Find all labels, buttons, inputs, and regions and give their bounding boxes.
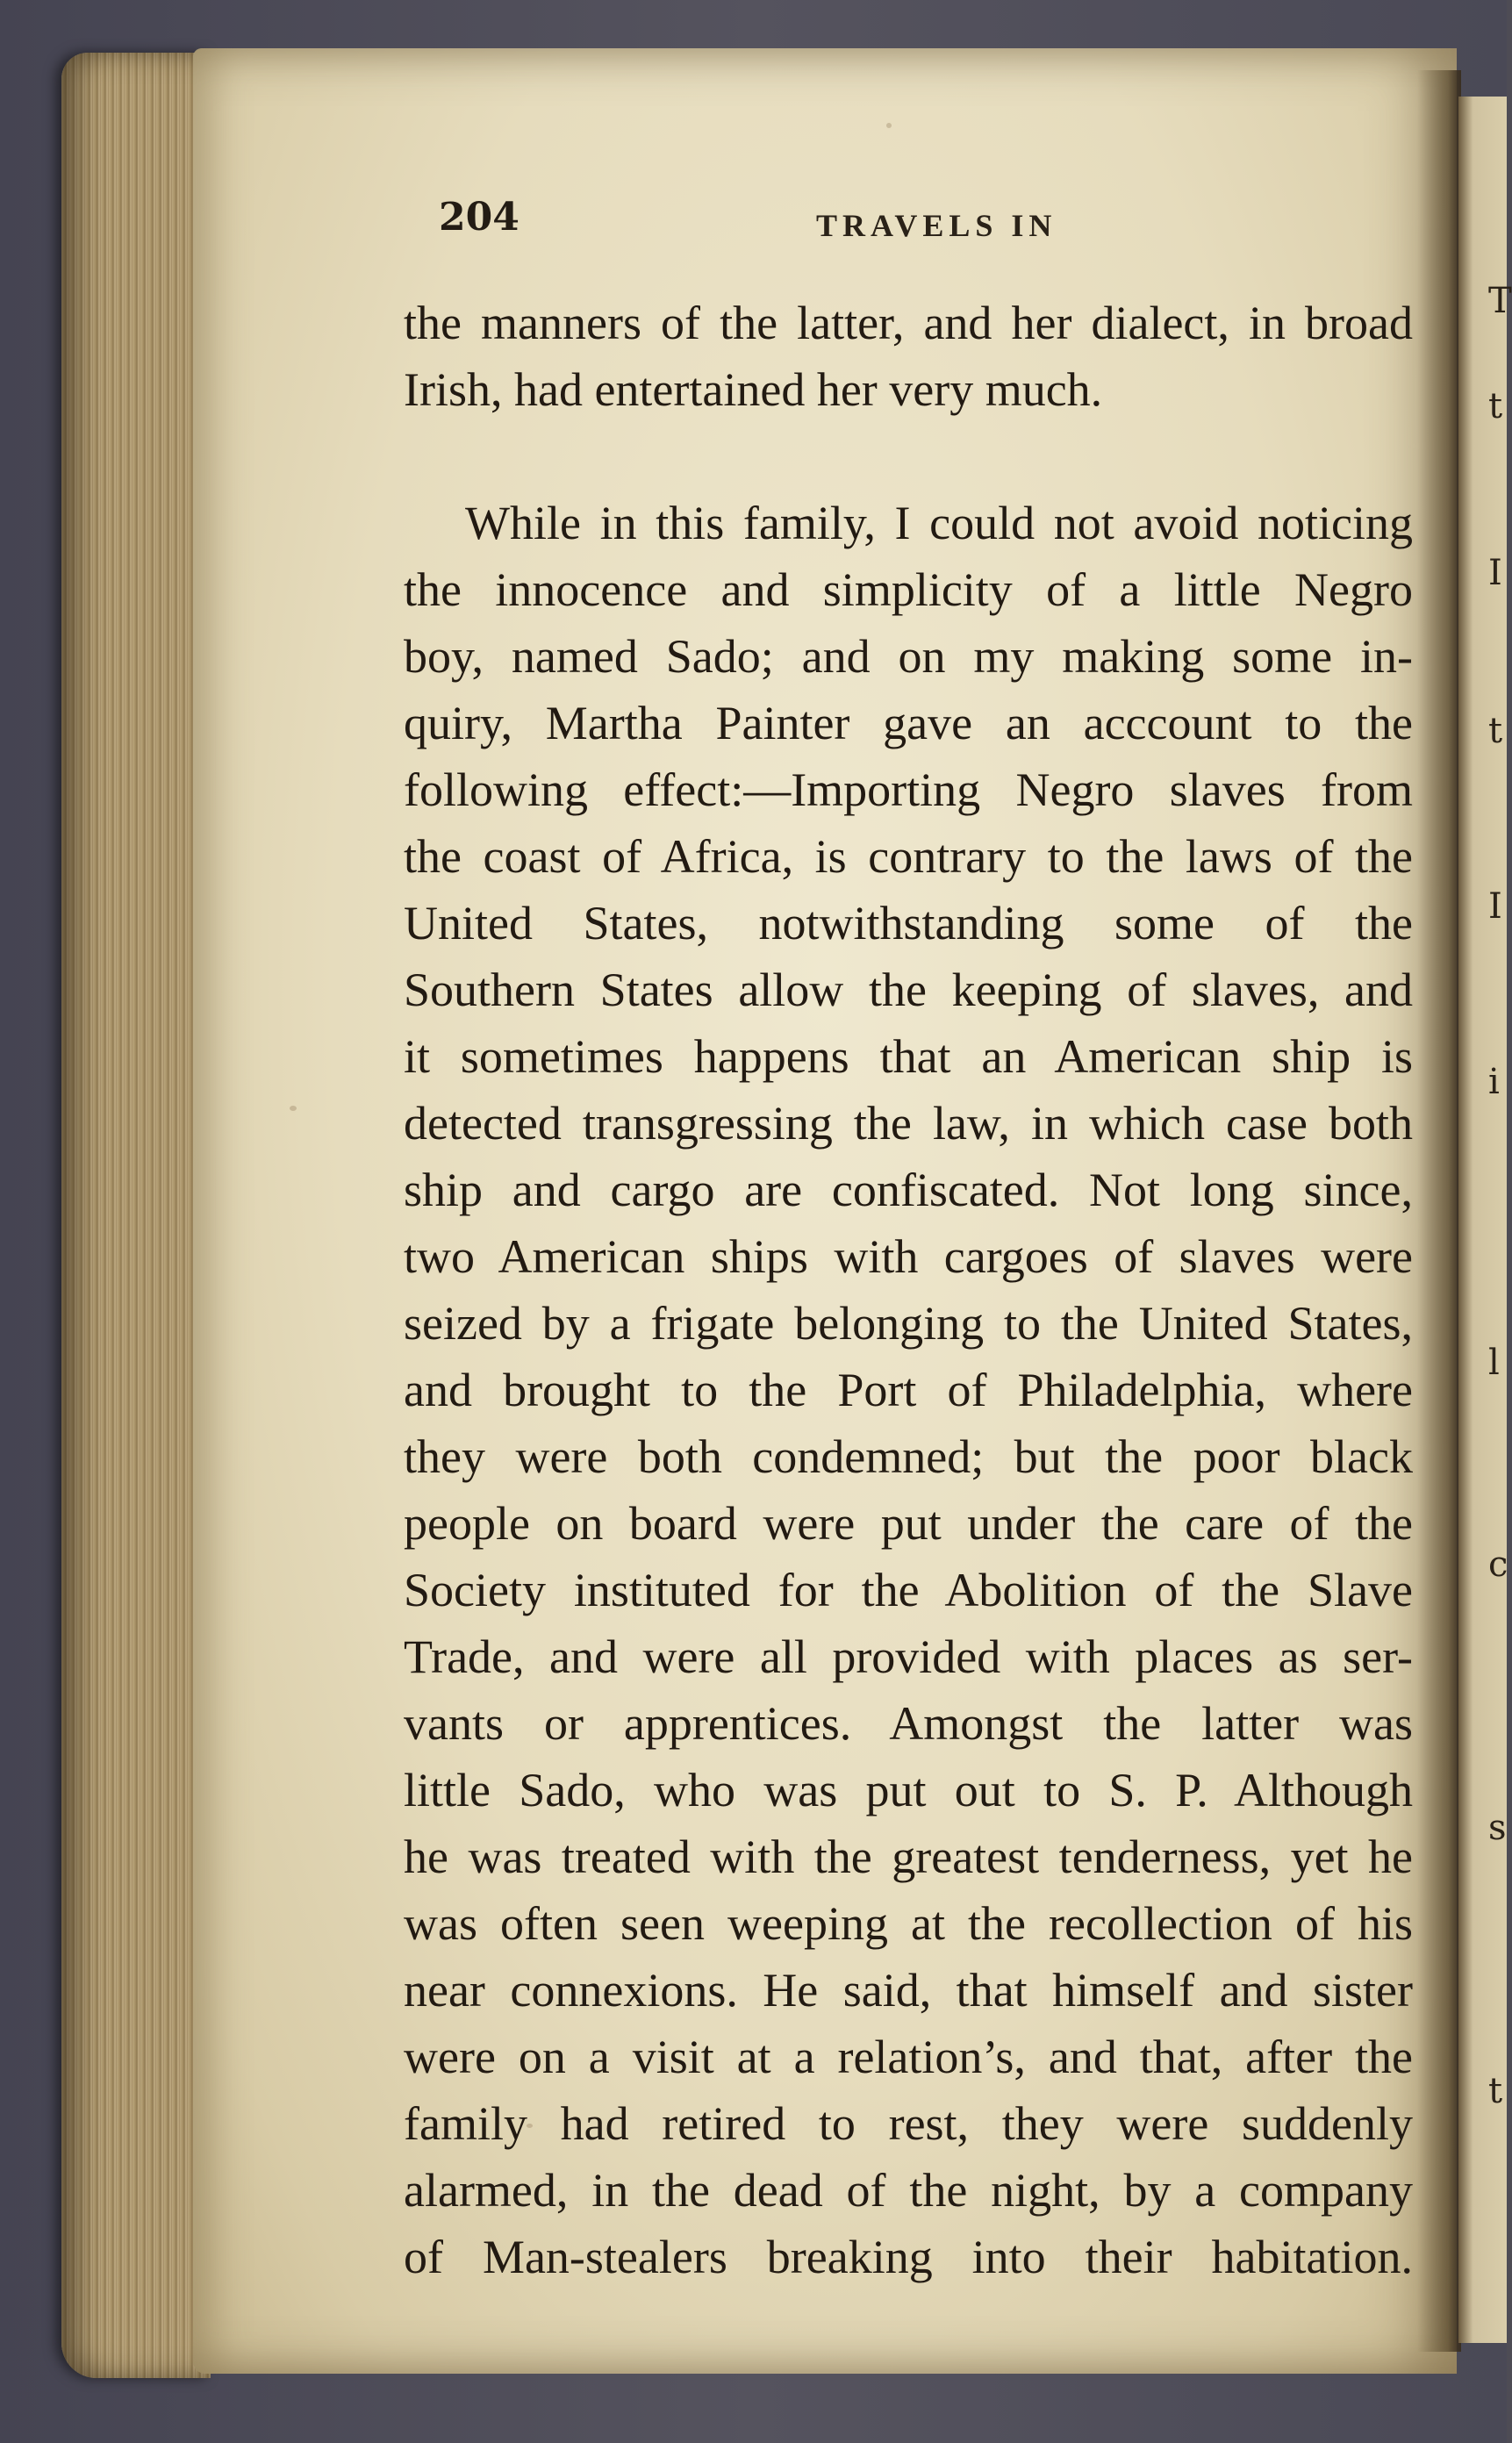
text-line: Trade, and were all provided with places as ser- xyxy=(404,1630,1413,1683)
next-page-glyph: t xyxy=(1488,386,1503,426)
text-line: seized by a frigate belonging to the United States, xyxy=(404,1297,1413,1350)
text-line: and brought to the Port of Philadelphia, where xyxy=(404,1364,1413,1416)
next-page-glyph: I xyxy=(1488,886,1502,927)
text-line: While in this family, I could not avoid noticing xyxy=(465,497,1413,549)
next-page-glyph: I xyxy=(1488,553,1502,593)
text-line: following effect:—Importing Negro slaves from xyxy=(404,763,1413,816)
next-page-glyph: l xyxy=(1488,1343,1500,1383)
paper-blemish xyxy=(886,123,892,128)
next-page-glyph: T xyxy=(1488,281,1512,321)
text-line: quiry, Martha Painter gave an acccount to the xyxy=(404,697,1413,749)
text-line: Irish, had entertained her very much. xyxy=(404,363,1103,416)
page-number: 204 xyxy=(439,195,520,240)
text-line: ship and cargo are confiscated. Not long since, xyxy=(404,1164,1413,1216)
text-line: it sometimes happens that an American ship is xyxy=(404,1030,1413,1083)
paragraph-gap xyxy=(404,423,1413,490)
text-line: vants or apprentices. Amongst the latter was xyxy=(404,1697,1413,1750)
text-line: Southern States allow the keeping of slaves, and xyxy=(404,964,1413,1016)
running-head: TRAVELS IN xyxy=(816,208,1057,243)
text-line: alarmed, in the dead of the night, by a company xyxy=(404,2164,1413,2217)
next-page-sliver xyxy=(1458,97,1512,2343)
next-page-glyph: c xyxy=(1488,1544,1508,1585)
text-line: boy, named Sado; and on my making some in- xyxy=(404,630,1413,683)
text-line: the manners of the latter, and her dialect, in broad xyxy=(404,297,1413,349)
text-line: near connexions. He said, that himself and sister xyxy=(404,1964,1413,2017)
next-page-glyph: i xyxy=(1488,1062,1500,1102)
text-line: family had retired to rest, they were suddenly xyxy=(404,2097,1413,2150)
book-gutter xyxy=(1417,70,1461,2352)
text-line: the innocence and simplicity of a little Negro xyxy=(404,563,1413,616)
text-line: they were both condemned; but the poor black xyxy=(404,1430,1413,1483)
text-line: the coast of Africa, is contrary to the laws of the xyxy=(404,830,1413,883)
text-line: Society instituted for the Abolition of the Slave xyxy=(404,1564,1413,1616)
text-line: little Sado, who was put out to S. P. Although xyxy=(404,1764,1413,1816)
text-line: people on board were put under the care of the xyxy=(404,1497,1413,1550)
next-page-glyph: s xyxy=(1488,1808,1507,1848)
next-page-glyph: t xyxy=(1488,711,1503,751)
text-line: detected transgressing the law, in which case both xyxy=(404,1097,1413,1150)
text-line: United States, notwithstanding some of the xyxy=(404,897,1413,949)
next-page-glyph: t xyxy=(1488,2071,1503,2111)
text-line: two American ships with cargoes of slaves were xyxy=(404,1230,1413,1283)
text-line: of Man-stealers breaking into their habitation. xyxy=(404,2231,1413,2283)
body-text xyxy=(404,290,1413,2290)
paper-blemish xyxy=(290,1106,297,1111)
book-page-edges xyxy=(61,53,211,2378)
text-line: was often seen weeping at the recollection of his xyxy=(404,1897,1413,1950)
text-line: were on a visit at a relation’s, and that, after the xyxy=(404,2031,1413,2083)
text-line: he was treated with the greatest tenderness, yet he xyxy=(404,1830,1413,1883)
